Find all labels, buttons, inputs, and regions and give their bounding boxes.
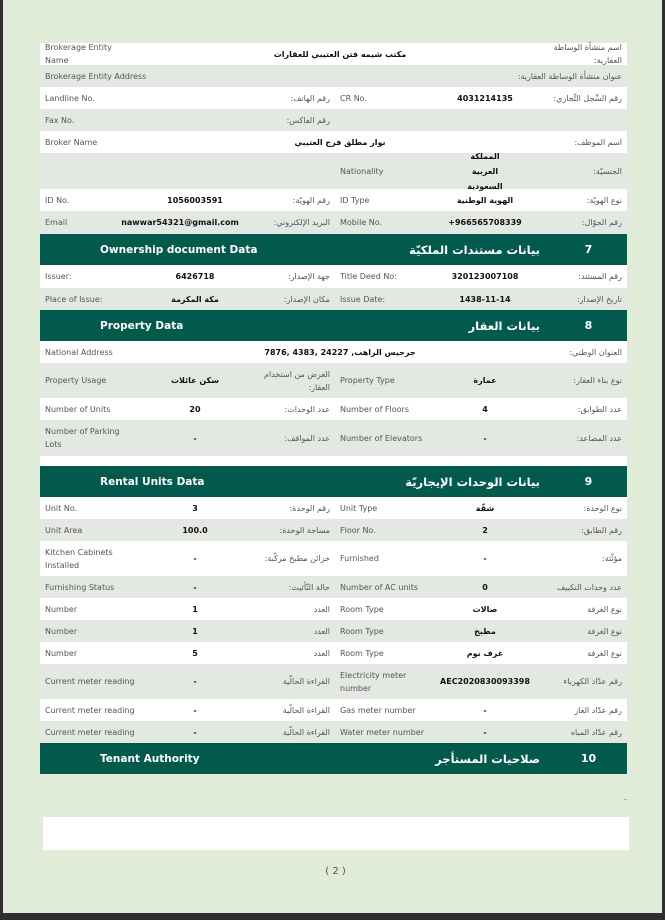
label-en: CR No.: [340, 93, 367, 103]
label-en: ID No.: [45, 195, 70, 205]
document-page: [3, 0, 662, 913]
label-ar: خزائن مطبخ مركّبة:: [264, 554, 330, 563]
label-en: Issuer:: [45, 272, 72, 281]
value: عمارة: [473, 376, 497, 385]
label-ar: عدد وحدات التكييف: [557, 582, 622, 592]
label-en: Room Type: [340, 604, 384, 614]
section-title-en: Property Data: [100, 319, 184, 332]
value: 100.0: [182, 525, 208, 535]
label-ar: عدد المواقف:: [284, 433, 330, 443]
label-en: Current meter reading: [45, 705, 135, 715]
value: -: [193, 554, 197, 563]
label-ar: العنوان الوطني:: [569, 347, 622, 357]
label-ar: رقم الهويّة:: [292, 195, 330, 205]
page-number: ( 2 ): [325, 866, 346, 877]
section-title-ar: بيانات الوحدات الإيجاريّة: [405, 474, 540, 489]
value: صالات: [472, 604, 498, 614]
label-ar: رقم الطابق:: [581, 525, 622, 535]
value: 3: [192, 503, 198, 513]
section-number: 8: [584, 319, 593, 332]
row-units-floors: [40, 398, 627, 420]
label-ar: حالة التّأثيث:: [288, 582, 330, 592]
label-ar: رقم عدّاد الكهرباء: [563, 677, 622, 686]
value: 1: [192, 604, 198, 614]
label-en: Fax No.: [45, 115, 75, 125]
row-email-mobile: [40, 211, 627, 234]
label-ar: عدد الوحدات:: [284, 404, 330, 414]
label-ar: القراءة الحالّية: [282, 727, 330, 737]
value: سكن عائلات: [170, 376, 220, 385]
label-ar: اسم منشأة الوساطة العقارية:: [553, 43, 622, 65]
label-ar: العدد: [313, 626, 330, 636]
label-ar: الغرض من استخدام العقار:: [264, 369, 330, 392]
row-gas-meter: [40, 699, 627, 721]
label-en: Landline No.: [45, 93, 95, 103]
row-place-of-issue: [40, 288, 627, 310]
tenant-authority-note: -: [624, 795, 627, 804]
label-ar: عدد المصاعد:: [576, 433, 622, 443]
label-en: Nationality: [340, 166, 384, 176]
label-ar: العدد: [313, 604, 330, 614]
value: 0: [482, 582, 488, 592]
label-en: National Address: [45, 347, 113, 357]
value: 1056003591: [167, 195, 223, 205]
blank-field: [43, 817, 629, 850]
label-ar: العدد: [313, 648, 330, 658]
label-en: Brokerage Entity Address: [45, 71, 147, 81]
label-en: Number of Floors: [340, 404, 410, 414]
label-en: Broker Name: [45, 137, 98, 147]
label-en: Kitchen Cabinets Installed: [45, 547, 113, 570]
label-en: Email: [45, 218, 68, 227]
row-unit-no: [40, 497, 627, 519]
row-issuer: [40, 265, 627, 288]
section-title-en: Tenant Authority: [100, 752, 200, 765]
value: 320123007108: [451, 272, 519, 281]
value: -: [483, 554, 487, 563]
label-ar: مؤثّثة:: [601, 554, 622, 563]
section-number: 9: [584, 475, 593, 488]
label-ar: مساحة الوحدة:: [279, 525, 330, 535]
section-header-tenant-authority: [40, 743, 627, 774]
label-ar: نوع الغرفة: [587, 604, 622, 614]
label-ar: رقم الهاتف:: [290, 93, 330, 103]
row-fax: [40, 109, 627, 131]
value: 6426718: [175, 272, 215, 281]
section-title-en: Ownership document Data: [100, 243, 258, 256]
label-ar: القراءة الحالّية: [282, 705, 330, 715]
value: -: [193, 727, 197, 737]
spacer: [40, 456, 627, 466]
label-ar: نوع الوحدة:: [583, 503, 622, 513]
label-en: Number: [45, 604, 78, 614]
label-ar: رقم الجوّال:: [581, 218, 622, 227]
value: جرجيس الراهب, 24227 ,4383 ,7876: [264, 347, 416, 357]
value: 1: [192, 626, 198, 636]
label-en: Unit Type: [340, 503, 378, 513]
section-title-ar: صلاحيات المستأجر: [435, 751, 540, 766]
label-en: Number of AC units: [340, 582, 419, 592]
row-room-3: [40, 642, 627, 664]
label-en: Number of Units: [45, 404, 111, 414]
label-en: ID Type: [340, 195, 370, 205]
value: -: [483, 705, 487, 715]
value: -: [483, 433, 487, 443]
label-ar: اسم الموظف:: [574, 137, 622, 147]
label-ar: رقم الفاكس:: [286, 115, 330, 125]
label-ar: رقم عدّاد الغاز: [574, 705, 622, 715]
row-parking-elevators: [40, 420, 627, 456]
label-en: Title Deed No:: [340, 272, 397, 281]
value: nawwar54321@gmail.com: [121, 218, 239, 227]
section-number: 7: [584, 243, 593, 256]
row-brokerage-entity-address: [40, 65, 627, 87]
contract-table: [40, 43, 627, 774]
label-ar: البريد الإلكتروني:: [273, 218, 330, 227]
label-en: Number of Parking Lots: [45, 427, 120, 449]
label-en: Room Type: [340, 648, 384, 658]
value: 2: [482, 525, 488, 535]
row-room-2: [40, 620, 627, 642]
label-en: Furnishing Status: [45, 582, 115, 592]
label-en: Property Usage: [45, 376, 107, 385]
label-ar: مكان الإصدار:: [283, 294, 330, 304]
value: AEC2020830093398: [440, 677, 530, 686]
section-title-en: Rental Units Data: [100, 475, 205, 488]
value: 4031214135: [457, 93, 513, 103]
row-national-address: [40, 341, 627, 363]
label-en: Furnished: [340, 554, 379, 563]
row-nationality: [40, 153, 627, 189]
label-en: Current meter reading: [45, 677, 135, 686]
value: -: [193, 582, 197, 592]
label-en: Number: [45, 626, 78, 636]
section-title-ar: بيانات مستندات الملكيّة: [409, 242, 540, 257]
label-ar: نوع الغرفة: [587, 648, 622, 658]
value: 4: [482, 404, 488, 414]
label-en: Mobile No.: [340, 218, 383, 227]
label-ar: الجنسيّة:: [593, 166, 622, 176]
value: شقّة: [475, 503, 495, 513]
label-en: Unit No.: [45, 503, 78, 513]
value: -: [193, 677, 197, 686]
label-ar: رقم عدّاد المياه: [570, 727, 622, 737]
value: غرف نوم: [466, 648, 504, 658]
label-ar: تاريخ الإصدار:: [576, 294, 622, 304]
label-ar: عنوان منشأة الوساطة العقارية:: [517, 71, 622, 81]
label-en: Room Type: [340, 626, 384, 636]
label-ar: نوع بناء العقار:: [573, 376, 622, 385]
section-header-property: [40, 310, 627, 341]
label-ar: عدد الطوابق:: [577, 404, 622, 414]
label-ar: نوع الغرفة: [587, 626, 622, 636]
row-brokerage-entity-name: [40, 43, 627, 65]
row-kitchen-furnished: [40, 541, 627, 576]
label-ar: رقم الوحدة:: [289, 503, 330, 513]
label-en: Unit Area: [45, 525, 83, 535]
value: الهوية الوطنية: [456, 195, 514, 205]
value: +966565708339: [448, 218, 522, 227]
row-unit-area: [40, 519, 627, 541]
value: -: [193, 705, 197, 715]
value: -: [483, 727, 487, 737]
section-title-ar: بيانات العقار: [468, 318, 540, 333]
label-en: Brokerage Entity Name: [45, 43, 112, 65]
row-electricity-meter: [40, 664, 627, 699]
row-property-usage: [40, 363, 627, 398]
row-water-meter: [40, 721, 627, 743]
label-en: Number of Elevators: [340, 433, 423, 443]
label-en: Issue Date:: [340, 294, 386, 304]
label-ar: جهة الإصدار:: [287, 272, 330, 281]
row-room-1: [40, 598, 627, 620]
label-en: Water meter number: [340, 727, 425, 737]
value: مطبخ: [474, 626, 496, 636]
section-header-rental-units: [40, 466, 627, 497]
value: -: [193, 433, 197, 443]
value: مكة المكرمة: [171, 294, 219, 304]
value: المملكة العربية السعودية: [467, 151, 503, 191]
row-landline-cr: [40, 87, 627, 109]
label-ar: رقم السِّجل التِّجاري:: [553, 93, 622, 103]
value: مكتب شيمه فتن العتيبي للعقارات: [273, 49, 407, 59]
row-furnishing-ac: [40, 576, 627, 598]
section-number: 10: [580, 752, 597, 765]
label-en: Floor No.: [340, 525, 376, 535]
label-en: Place of Issue:: [45, 294, 103, 304]
label-en: Electricity meter number: [340, 670, 407, 693]
section-header-ownership: [40, 234, 627, 265]
label-ar: نوع الهويّة:: [586, 195, 622, 205]
value: 5: [192, 648, 198, 658]
label-ar: القراءة الحالّية: [282, 677, 330, 686]
label-ar: رقم المستند:: [578, 272, 622, 281]
value: نوار مطلق فرج العتيبي: [294, 137, 386, 147]
label-en: Gas meter number: [340, 705, 416, 715]
value: 20: [189, 404, 201, 414]
label-en: Property Type: [340, 376, 395, 385]
value: 1438-11-14: [459, 294, 511, 304]
label-en: Number: [45, 648, 78, 658]
label-en: Current meter reading: [45, 727, 135, 737]
